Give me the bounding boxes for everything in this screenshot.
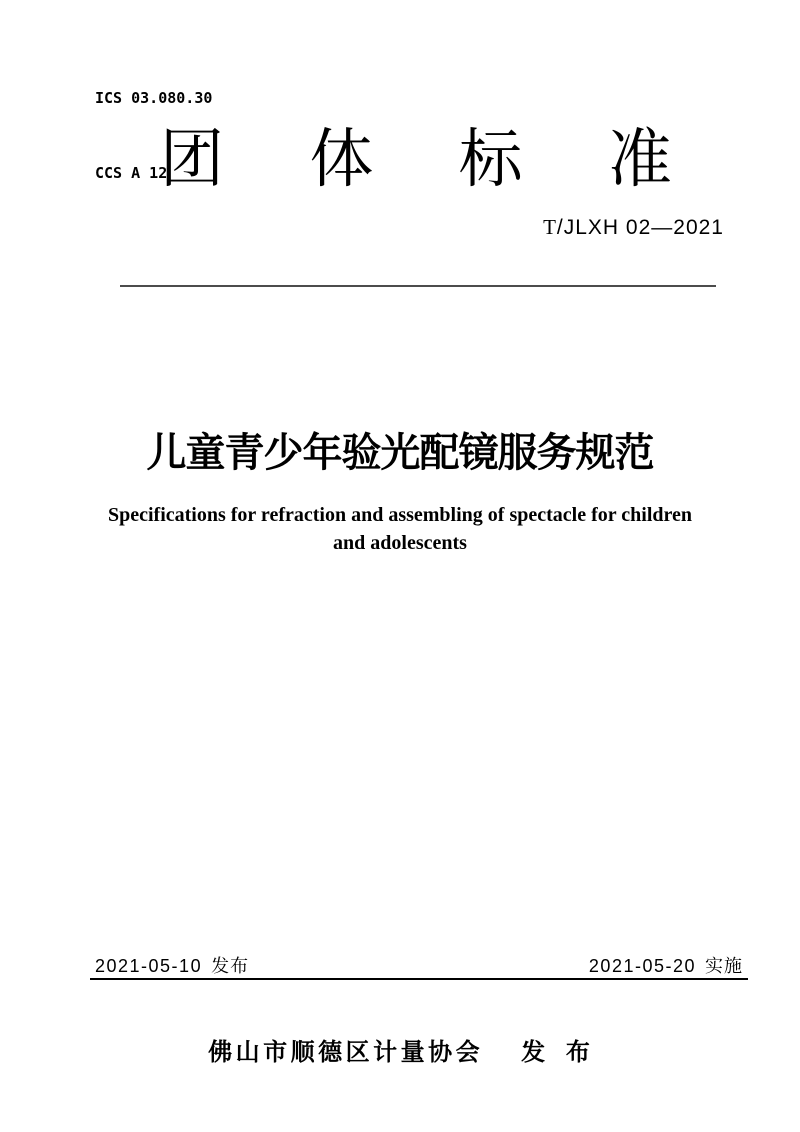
ccs-code: CCS A 12 xyxy=(95,164,168,182)
standard-number-rest: /JLXH 02—2021 xyxy=(556,216,724,239)
footer-dates xyxy=(95,954,743,978)
doc-type-char: 标 xyxy=(458,123,523,195)
publish-label: 发 布 xyxy=(521,1039,592,1066)
title-en-line1: Specifications for refraction and assembling of spectacle for children xyxy=(107,504,693,526)
title-cn: 儿童青少年验光配镜服务规范 xyxy=(146,431,654,475)
implementation-label: 实施 xyxy=(705,956,743,976)
footer-rule xyxy=(90,978,748,980)
issue-label: 发布 xyxy=(211,956,250,976)
standard-number-prefix: T xyxy=(543,215,557,239)
title-en-line2: and adolescents xyxy=(333,532,467,554)
doc-type-char: 体 xyxy=(309,123,374,195)
issue-date: 2021-05-10 xyxy=(95,956,203,976)
header-rule xyxy=(120,285,716,287)
issue-date-group xyxy=(95,954,249,978)
doc-type-char: 准 xyxy=(607,123,672,195)
doc-type-title xyxy=(160,123,672,195)
publisher-line xyxy=(0,1032,800,1067)
standard-number xyxy=(543,215,724,240)
implementation-date-group xyxy=(589,954,743,978)
title-en xyxy=(0,501,800,557)
doc-type-char: 团 xyxy=(160,123,224,195)
publisher-name: 佛山市顺德区计量协会 xyxy=(208,1039,484,1066)
ics-code: ICS 03.080.30 xyxy=(95,89,213,107)
implementation-date: 2021-05-20 xyxy=(588,956,696,976)
